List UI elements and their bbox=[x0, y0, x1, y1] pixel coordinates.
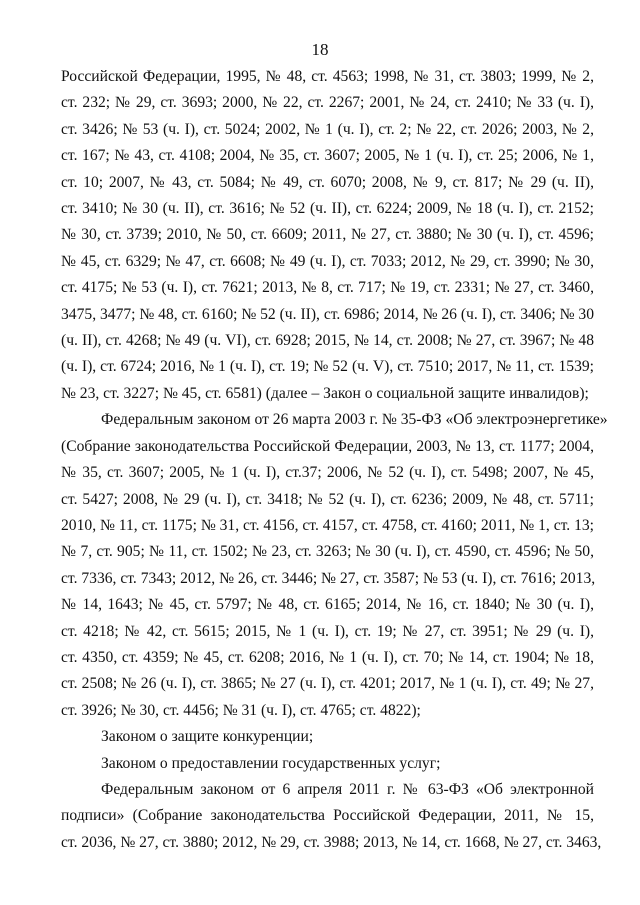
text-line: ст. 3926; № 30, ст. 4456; № 31 (ч. I), ст. 4765; ст. 4822); bbox=[61, 701, 421, 719]
paragraph bbox=[61, 64, 594, 407]
text-line: № 45, ст. 6329; № 47, ст. 6608; № 49 (ч. I), ст. 7033; 2012, № 29, ст. 3990; № 30, bbox=[61, 252, 594, 270]
text-line: 2010, № 11, ст. 1175; № 31, ст. 4156, ст. 4157, ст. 4758, ст. 4160; 2011, № 1, ст. 13; bbox=[61, 516, 594, 534]
text-line: ст. 2508; № 26 (ч. I), ст. 3865; № 27 (ч. I), ст. 4201; 2017, № 1 (ч. I), ст. 49; № 27, bbox=[61, 675, 594, 693]
page-number: 18 bbox=[311, 40, 329, 59]
text-line: (ч. I), ст. 6724; 2016, № 1 (ч. I), ст. 19; № 52 (ч. V), ст. 7510; 2017, № 11, ст. 1539; bbox=[61, 358, 594, 376]
text-line: № 35, ст. 3607; 2005, № 1 (ч. I), ст.37; 2006, № 52 (ч. I), ст. 5498; 2007, № 45, bbox=[61, 464, 594, 482]
text-line: Законом о предоставлении государственных услуг; bbox=[101, 754, 441, 772]
text-line: ст. 2036, № 27, ст. 3880; 2012, № 29, ст. 3988; 2013, № 14, ст. 1668, № 27, ст. 3463, bbox=[61, 833, 602, 851]
text-line: № 14, 1643; № 45, ст. 5797; № 48, ст. 6165; 2014, № 16, ст. 1840; № 30 (ч. I), bbox=[61, 596, 594, 614]
text-line: Федеральным законом от 26 марта 2003 г. № 35-ФЗ «Об электроэнергетике» bbox=[101, 411, 608, 429]
text-line: ст. 232; № 29, ст. 3693; 2000, № 22, ст. 2267; 2001, № 24, ст. 2410; № 33 (ч. I), bbox=[61, 94, 594, 112]
text-line: ст. 4218; № 42, ст. 5615; 2015, № 1 (ч. I), ст. 19; № 27, ст. 3951; № 29 (ч. I), bbox=[61, 622, 594, 640]
text-line: № 23, ст. 3227; № 45, ст. 6581) (далее – Закон о социальной защите инвалидов); bbox=[61, 384, 589, 402]
document-body bbox=[61, 64, 608, 856]
paragraph bbox=[61, 407, 608, 724]
text-line: ст. 7336, ст. 7343; 2012, № 26, ст. 3446; № 27, ст. 3587; № 53 (ч. I), ст. 7616; 2013, bbox=[61, 569, 596, 587]
text-line: ст. 4350, ст. 4359; № 45, ст. 6208; 2016, № 1 (ч. I), ст. 70; № 14, ст. 1904; № 18, bbox=[61, 648, 594, 666]
text-line: ст. 10; 2007, № 43, ст. 5084; № 49, ст. 6070; 2008, № 9, ст. 817; № 29 (ч. II), bbox=[61, 173, 594, 191]
text-line: ст. 5427; 2008, № 29 (ч. I), ст. 3418; № 52 (ч. I), ст. 6236; 2009, № 48, ст. 5711; bbox=[61, 490, 594, 508]
text-line: (ч. II), ст. 4268; № 49 (ч. VI), ст. 6928; 2015, № 14, ст. 2008; № 27, ст. 3967; № 48 bbox=[61, 332, 594, 350]
text-line: Российской Федерации, 1995, № 48, ст. 4563; 1998, № 31, ст. 3803; 1999, № 2, bbox=[61, 68, 594, 85]
text-line: ст. 4175; № 53 (ч. I), ст. 7621; 2013, № 8, ст. 717; № 19, ст. 2331; № 27, ст. 3460, bbox=[61, 279, 594, 297]
text-line: 3475, 3477; № 48, ст. 6160; № 52 (ч. II), ст. 6986; 2014, № 26 (ч. I), ст. 3406; № 30 bbox=[61, 305, 595, 323]
text-line: № 30, ст. 3739; 2010, № 50, ст. 6609; 2011, № 27, ст. 3880; № 30 (ч. I), ст. 4596; bbox=[61, 226, 594, 244]
text-line: подписи» (Собрание законодательства Российской Федерации, 2011, № 15, bbox=[61, 807, 594, 825]
text-line: (Собрание законодательства Российской Федерации, 2003, № 13, ст. 1177; 2004, bbox=[61, 437, 594, 455]
paragraph bbox=[61, 751, 594, 777]
text-line: ст. 3426; № 53 (ч. I), ст. 5024; 2002, № 1 (ч. I), ст. 2; № 22, ст. 2026; 2003, № 2, bbox=[61, 120, 594, 138]
text-line: ст. 167; № 43, ст. 4108; 2004, № 35, ст. 3607; 2005, № 1 (ч. I), ст. 25; 2006, № 1, bbox=[61, 147, 594, 165]
text-line: Федеральным законом от 6 апреля 2011 г. № 63-ФЗ «Об электронной bbox=[101, 780, 594, 798]
text-line: ст. 3410; № 30 (ч. II), ст. 3616; № 52 (ч. II), ст. 6224; 2009, № 18 (ч. I), ст. 2152; bbox=[61, 200, 594, 218]
paragraph bbox=[61, 724, 594, 750]
text-line: № 7, ст. 905; № 11, ст. 1502; № 23, ст. 3263; № 30 (ч. I), ст. 4590, ст. 4596; № 50, bbox=[61, 543, 594, 561]
text-line: Законом о защите конкуренции; bbox=[101, 728, 314, 746]
paragraph bbox=[61, 777, 602, 856]
